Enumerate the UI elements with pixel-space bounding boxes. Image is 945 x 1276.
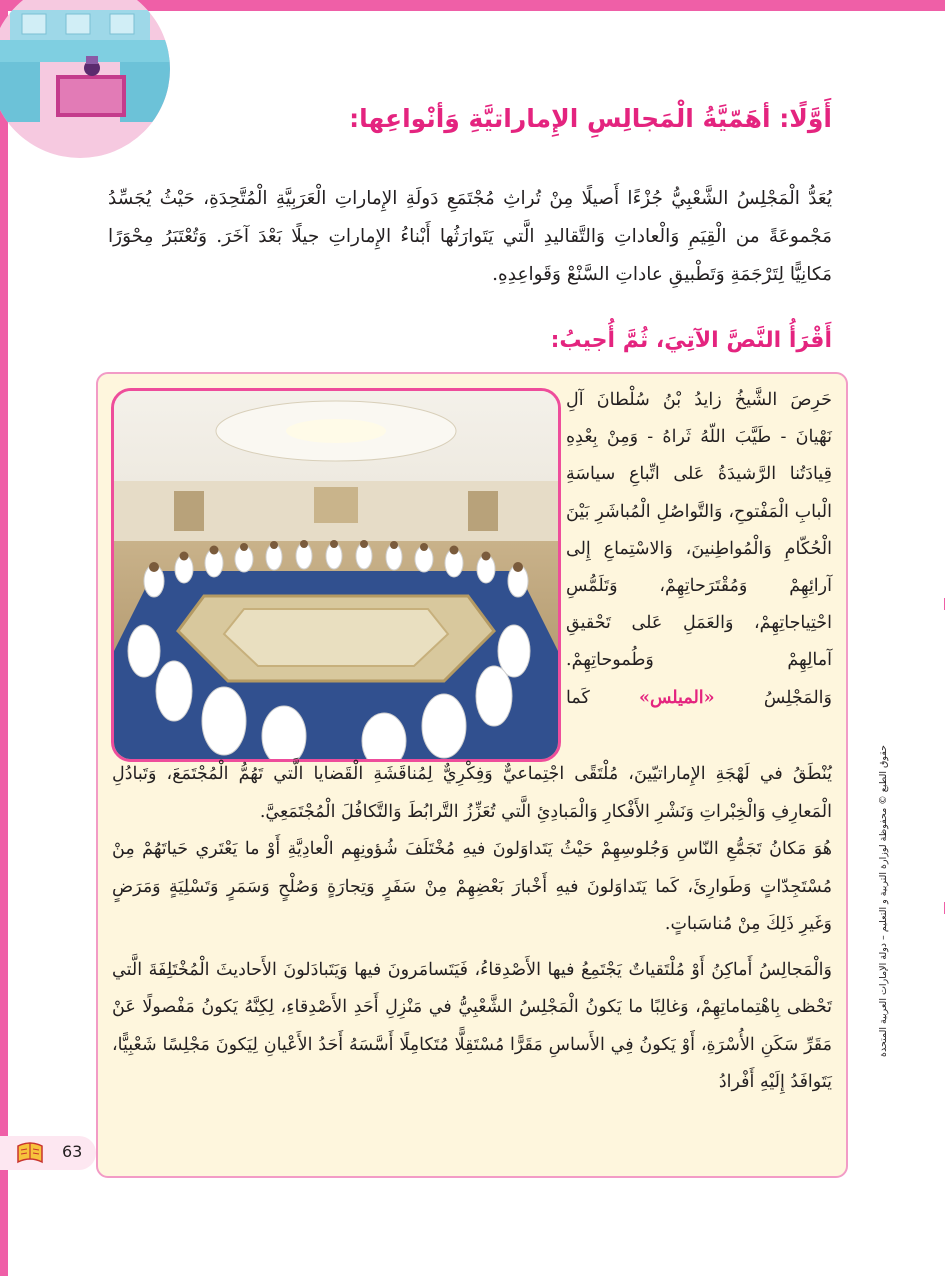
corner-illustration (0, 0, 170, 158)
reading-passage-box (96, 372, 848, 1178)
intro-paragraph: يُعَدُّ الْمَجْلِسُ الشَّعْبِيُّ جُزْءًا أَصيلًا مِنْ تُراثِ مُجْتَمَعِ دَولَةِ الإِماراتِ الْعَرَبِيَّةِ الْمُتَّحِدَةِ، حَيْثُ يُجَسِّدُ مَجْموعَةً من الْقِيَمِ وَالْعاداتِ وَالتَّقاليدِ الَّتي يَتَوارَثُها أَبْناءُ الإِماراتِ جيلًا بَعْدَ آخَرَ. وَتُعْتَبَرُ مِحْوَرًا مَكانِيًّا لِتَرْجَمَةِ وَتَطْبيقِ عاداتِ السَّنْعْ وَقَواعِدِهِ. (108, 188, 832, 285)
reading-column-last-line (566, 680, 832, 717)
book-icon (16, 1140, 44, 1170)
reading-paragraph-1-rest: يُنْطَقُ في لَهْجَةِ الإِماراتيّينَ، مُلْتَقًى اجْتِماعيٌّ وَفِكْرِيٌّ لِمُناقَشَةِ الْقَضايا الَّتي تَهُمُّ الْمُجْتَمَعَ، وَتَبادُلِ الْمَعارِفِ وَالْخِبْراتِ وَنَشْرِ الأَفْكارِ وَالْمَبادِئِ الَّتي تُعَزِّزُ التَّرابُطَ وَالتَّكافُلَ الْمُجْتَمَعِيَّ. (112, 764, 832, 822)
section-heading-1: أَوَّلًا: أهَمّيَّةُ الْمَجالِسِ الإِماراتيَّةِ وَأنْواعِها: (349, 104, 832, 133)
column-last-prefix: وَالمَجْلِسُ (763, 687, 832, 708)
column-last-suffix: كَما (566, 687, 590, 708)
reading-wide-text (112, 756, 832, 1102)
copyright-notice: حقوق الطبع © محفوظة لوزارة التربية و التعليم – دولة الإمارات العربية المتحدة (878, 745, 889, 1057)
highlight-term: «الميلس» (639, 687, 715, 708)
reading-heading: أَقْرَأُ النَّصَّ الآتِيَ، ثُمَّ أُجيبُ: (550, 328, 832, 353)
reading-column-text (566, 382, 832, 717)
page-number: 63 (62, 1142, 83, 1161)
reading-paragraph-3: وَالْمَجالِسُ أَماكِنُ أَوْ مُلْتَقياتٌ يَجْتَمِعُ فيها الأَصْدِقاءُ، فَيَتَسامَرونَ فيها وَيَتَبادَلونَ الأَحاديثَ الْمُخْتَلِفَةَ الَّتي تَحْظى بِاهْتِماماتِهِمْ، وَغالِبًا ما يَكونُ الْمَجْلِسُ الشَّعْبِيُّ في مَنْزِلِ أَحَدِ الأَصْدِقاءِ، لِكِنَّهُ يَكونُ مَفْصولًا عَنْ مَقَرِّ سَكَنِ الأُسْرَةِ، أَوْ يَكونُ فِي الأَساسِ مَقَرًّا مُسْتَقِلًّا مُتَكامِلًا أَسَّسَهُ أَحَدُ الأَعْيانِ لِيَكونَ مَجْلِسًا شَعْبِيًّا، يَتَوافَدُ إِلَيْهِ أَفْرادُ (112, 959, 832, 1092)
reading-paragraph-2: هُوَ مَكانُ تَجَمُّعِ النّاسِ وَجُلوسِهِمْ حَيْثُ يَتَداوَلونَ فيهِ مُخْتَلَفَ شُؤونِهِم الْعادِيَّةِ أَوْ ما يَعْتَري حَياتَهُمْ مِنْ مُسْتَجِدّاتٍ وَطَوارِئَ، كَما يَتَداوَلونَ فيهِ أَخْبارَ بَعْضِهِمْ مِنْ سَفَرٍ وَتِجارَةٍ وَصُلْحٍ وَسَمَرٍ وَتَسْلِيَةٍ وَمَرَضٍ وَغَيرِ ذَلِكَ مِنْ مُناسَباتٍ. (112, 839, 832, 934)
left-border-strip (0, 0, 8, 1276)
reading-column-paragraph: حَرِصَ الشَّيخُ زايدُ بْنُ سُلْطانَ آلِ نَهْيانَ - طَيَّبَ اللّهُ ثَراهُ - وَمِنْ بِعْدِهِ قِيادَتُنا الرَّشيدَةُ عَلى اتِّباعِ سياسَةِ الْبابِ الْمَفْتوحِ، وَالتَّواصُلِ الْمُباشَرِ بَيْنَ الْحُكّامِ وَالْمُواطِنينَ، وَالاسْتِماعِ إِلى آرائِهِمْ وَمُقْتَرَحاتِهِمْ، وَتَلَمُّسِ احْتِياجاتِهِمْ، وَالعَمَلِ عَلى تَحْقيقِ آمالِهِمْ وَطُموحاتِهِمْ. (566, 390, 832, 671)
majlis-photo (111, 388, 561, 762)
